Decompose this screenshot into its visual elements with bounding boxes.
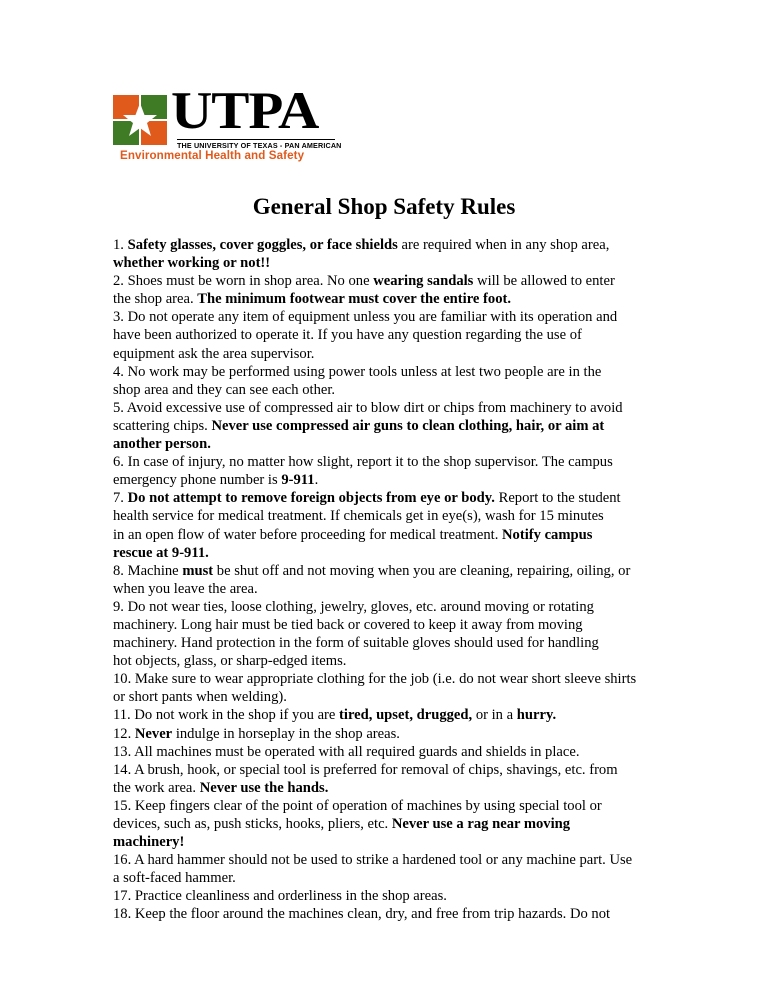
rule-text-bold: Never use a rag near moving bbox=[391, 816, 571, 832]
rule-line bbox=[113, 815, 673, 833]
rule-line bbox=[113, 797, 673, 815]
rule-text: 10. Make sure to wear appropriate clothing for the job (i.e. do not wear short sleeve shirts bbox=[113, 671, 637, 688]
rule-text-bold: Never use compressed air guns to clean clothing, hair, or aim at bbox=[211, 417, 605, 434]
rule-line bbox=[113, 417, 673, 435]
rule-line bbox=[113, 616, 673, 634]
rule-text-bold: must bbox=[182, 562, 214, 579]
rule-line bbox=[113, 688, 673, 706]
rule-text: 7. bbox=[113, 490, 128, 507]
logo-wordmark: UTPA bbox=[171, 82, 319, 140]
rule-line bbox=[113, 526, 673, 544]
rule-text: 9. Do not wear ties, loose clothing, jewelry, gloves, etc. around moving or rotating bbox=[113, 598, 594, 615]
logo-university-name: THE UNIVERSITY OF TEXAS - PAN AMERICAN bbox=[177, 141, 342, 150]
rule-text: 5. Avoid excessive use of compressed air to blow dirt or chips from machinery to avoid bbox=[113, 399, 623, 416]
rule-text: will be allowed to enter bbox=[473, 273, 615, 290]
rule-text: have been authorized to operate it. If you have any question regarding the use of bbox=[113, 327, 582, 344]
rule-line bbox=[113, 725, 673, 743]
rule-text: 12. bbox=[113, 725, 135, 742]
rule-text-bold: The minimum footwear must cover the entire foot. bbox=[197, 291, 512, 308]
rule-line bbox=[113, 562, 673, 580]
rule-text: indulge in horseplay in the shop areas. bbox=[172, 725, 400, 742]
rule-text: 4. No work may be performed using power tools unless at lest two people are in the bbox=[113, 363, 602, 380]
rule-text: 16. A hard hammer should not be used to strike a hardened tool or any machine part. Use bbox=[113, 852, 633, 869]
rule-text: 3. Do not operate any item of equipment unless you are familiar with its operation and bbox=[113, 309, 618, 326]
rule-text: 1. bbox=[113, 237, 128, 253]
rule-text: 8. Machine bbox=[113, 562, 183, 579]
rule-text: machinery. Long hair must be tied back or covered to keep it away from moving bbox=[113, 616, 583, 633]
rule-text-bold: tired, upset, drugged, bbox=[339, 707, 473, 724]
utpa-logo bbox=[113, 82, 342, 165]
rule-line bbox=[113, 887, 673, 905]
rule-text-bold: Safety glasses, cover goggles, or face shields bbox=[127, 237, 398, 253]
rule-line bbox=[113, 598, 673, 616]
rule-text: scattering chips. bbox=[113, 417, 212, 434]
rule-text-bold: whether working or not!! bbox=[113, 255, 271, 272]
rule-line bbox=[113, 507, 673, 525]
rule-text: the shop area. bbox=[113, 291, 198, 308]
rules-list bbox=[113, 236, 673, 924]
rule-line bbox=[113, 435, 673, 453]
rule-text-bold: hurry. bbox=[516, 707, 557, 724]
rule-text: the work area. bbox=[113, 779, 200, 796]
rule-text: devices, such as, push sticks, hooks, pliers, etc. bbox=[113, 816, 392, 832]
rule-line bbox=[113, 779, 673, 797]
rule-line bbox=[113, 489, 673, 507]
rule-line bbox=[113, 272, 673, 290]
rule-text-bold: Never use the hands. bbox=[199, 779, 329, 796]
rule-line bbox=[113, 363, 673, 381]
rule-text: 13. All machines must be operated with all required guards and shields in place. bbox=[113, 743, 580, 760]
rule-text: in an open flow of water before proceeding for medical treatment. bbox=[113, 526, 503, 543]
rule-text: Report to the student bbox=[494, 490, 621, 507]
rule-line bbox=[113, 634, 673, 652]
rule-line bbox=[113, 544, 673, 562]
rule-text: a soft-faced hammer. bbox=[113, 870, 236, 887]
rule-line bbox=[113, 833, 673, 851]
rule-text: or in a bbox=[472, 707, 517, 724]
rule-text: 15. Keep fingers clear of the point of operation of machines by using special tool or bbox=[113, 797, 602, 814]
page-title: General Shop Safety Rules bbox=[252, 194, 516, 219]
rule-text: 6. In case of injury, no matter how slight, report it to the shop supervisor. The campus bbox=[113, 454, 613, 471]
rule-text: 18. Keep the floor around the machines clean, dry, and free from trip hazards. Do not bbox=[113, 906, 611, 923]
rule-text: 17. Practice cleanliness and orderliness in the shop areas. bbox=[113, 888, 447, 905]
rule-text-bold: Never bbox=[134, 725, 173, 742]
rule-text: . bbox=[314, 472, 319, 489]
rule-text: hot objects, glass, or sharp-edged items. bbox=[113, 653, 347, 670]
rule-text: 14. A brush, hook, or special tool is preferred for removal of chips, shavings, etc. from bbox=[113, 761, 618, 778]
rule-text-bold: rescue at 9-911. bbox=[113, 544, 209, 561]
rule-line bbox=[113, 290, 673, 308]
rule-line bbox=[113, 236, 673, 254]
rule-line bbox=[113, 453, 673, 471]
rule-text: equipment ask the area supervisor. bbox=[113, 345, 315, 362]
rule-text-bold: wearing sandals bbox=[373, 273, 474, 290]
rule-text: emergency phone number is bbox=[113, 472, 282, 489]
rule-line bbox=[113, 706, 673, 724]
rule-line bbox=[113, 851, 673, 869]
rule-text: when you leave the area. bbox=[113, 580, 258, 597]
rule-line bbox=[113, 869, 673, 887]
rule-text: be shut off and not moving when you are cleaning, repairing, oiling, or bbox=[213, 562, 631, 579]
rule-line bbox=[113, 308, 673, 326]
rule-text: shop area and they can see each other. bbox=[113, 381, 336, 398]
rule-line bbox=[113, 761, 673, 779]
rule-line bbox=[113, 743, 673, 761]
rule-text-bold: another person. bbox=[113, 436, 211, 453]
rule-text-bold: Do not attempt to remove foreign objects from eye or body. bbox=[127, 490, 495, 507]
rule-text: or short pants when welding). bbox=[113, 689, 287, 706]
rule-line bbox=[113, 905, 673, 923]
rule-line bbox=[113, 670, 673, 688]
rule-line bbox=[113, 580, 673, 598]
rule-line bbox=[113, 254, 673, 272]
rule-text: 11. Do not work in the shop if you are bbox=[113, 707, 340, 724]
rule-line bbox=[113, 652, 673, 670]
rule-text-bold: machinery! bbox=[113, 834, 185, 851]
rule-text-bold: 9-911 bbox=[281, 472, 315, 489]
rule-line bbox=[113, 399, 673, 417]
logo-department-name: Environmental Health and Safety bbox=[120, 149, 305, 162]
rule-text-bold: Notify campus bbox=[502, 526, 593, 543]
rule-line bbox=[113, 381, 673, 399]
rule-line bbox=[113, 326, 673, 344]
rule-text: 2. Shoes must be worn in shop area. No one bbox=[113, 273, 374, 290]
rule-line bbox=[113, 471, 673, 489]
rule-text: are required when in any shop area, bbox=[397, 237, 610, 253]
star-emblem-icon bbox=[113, 91, 173, 149]
rule-text: machinery. Hand protection in the form of suitable gloves should used for handling bbox=[113, 635, 599, 652]
rule-text: health service for medical treatment. If chemicals get in eye(s), wash for 15 minutes bbox=[113, 508, 604, 525]
rule-line bbox=[113, 345, 673, 363]
